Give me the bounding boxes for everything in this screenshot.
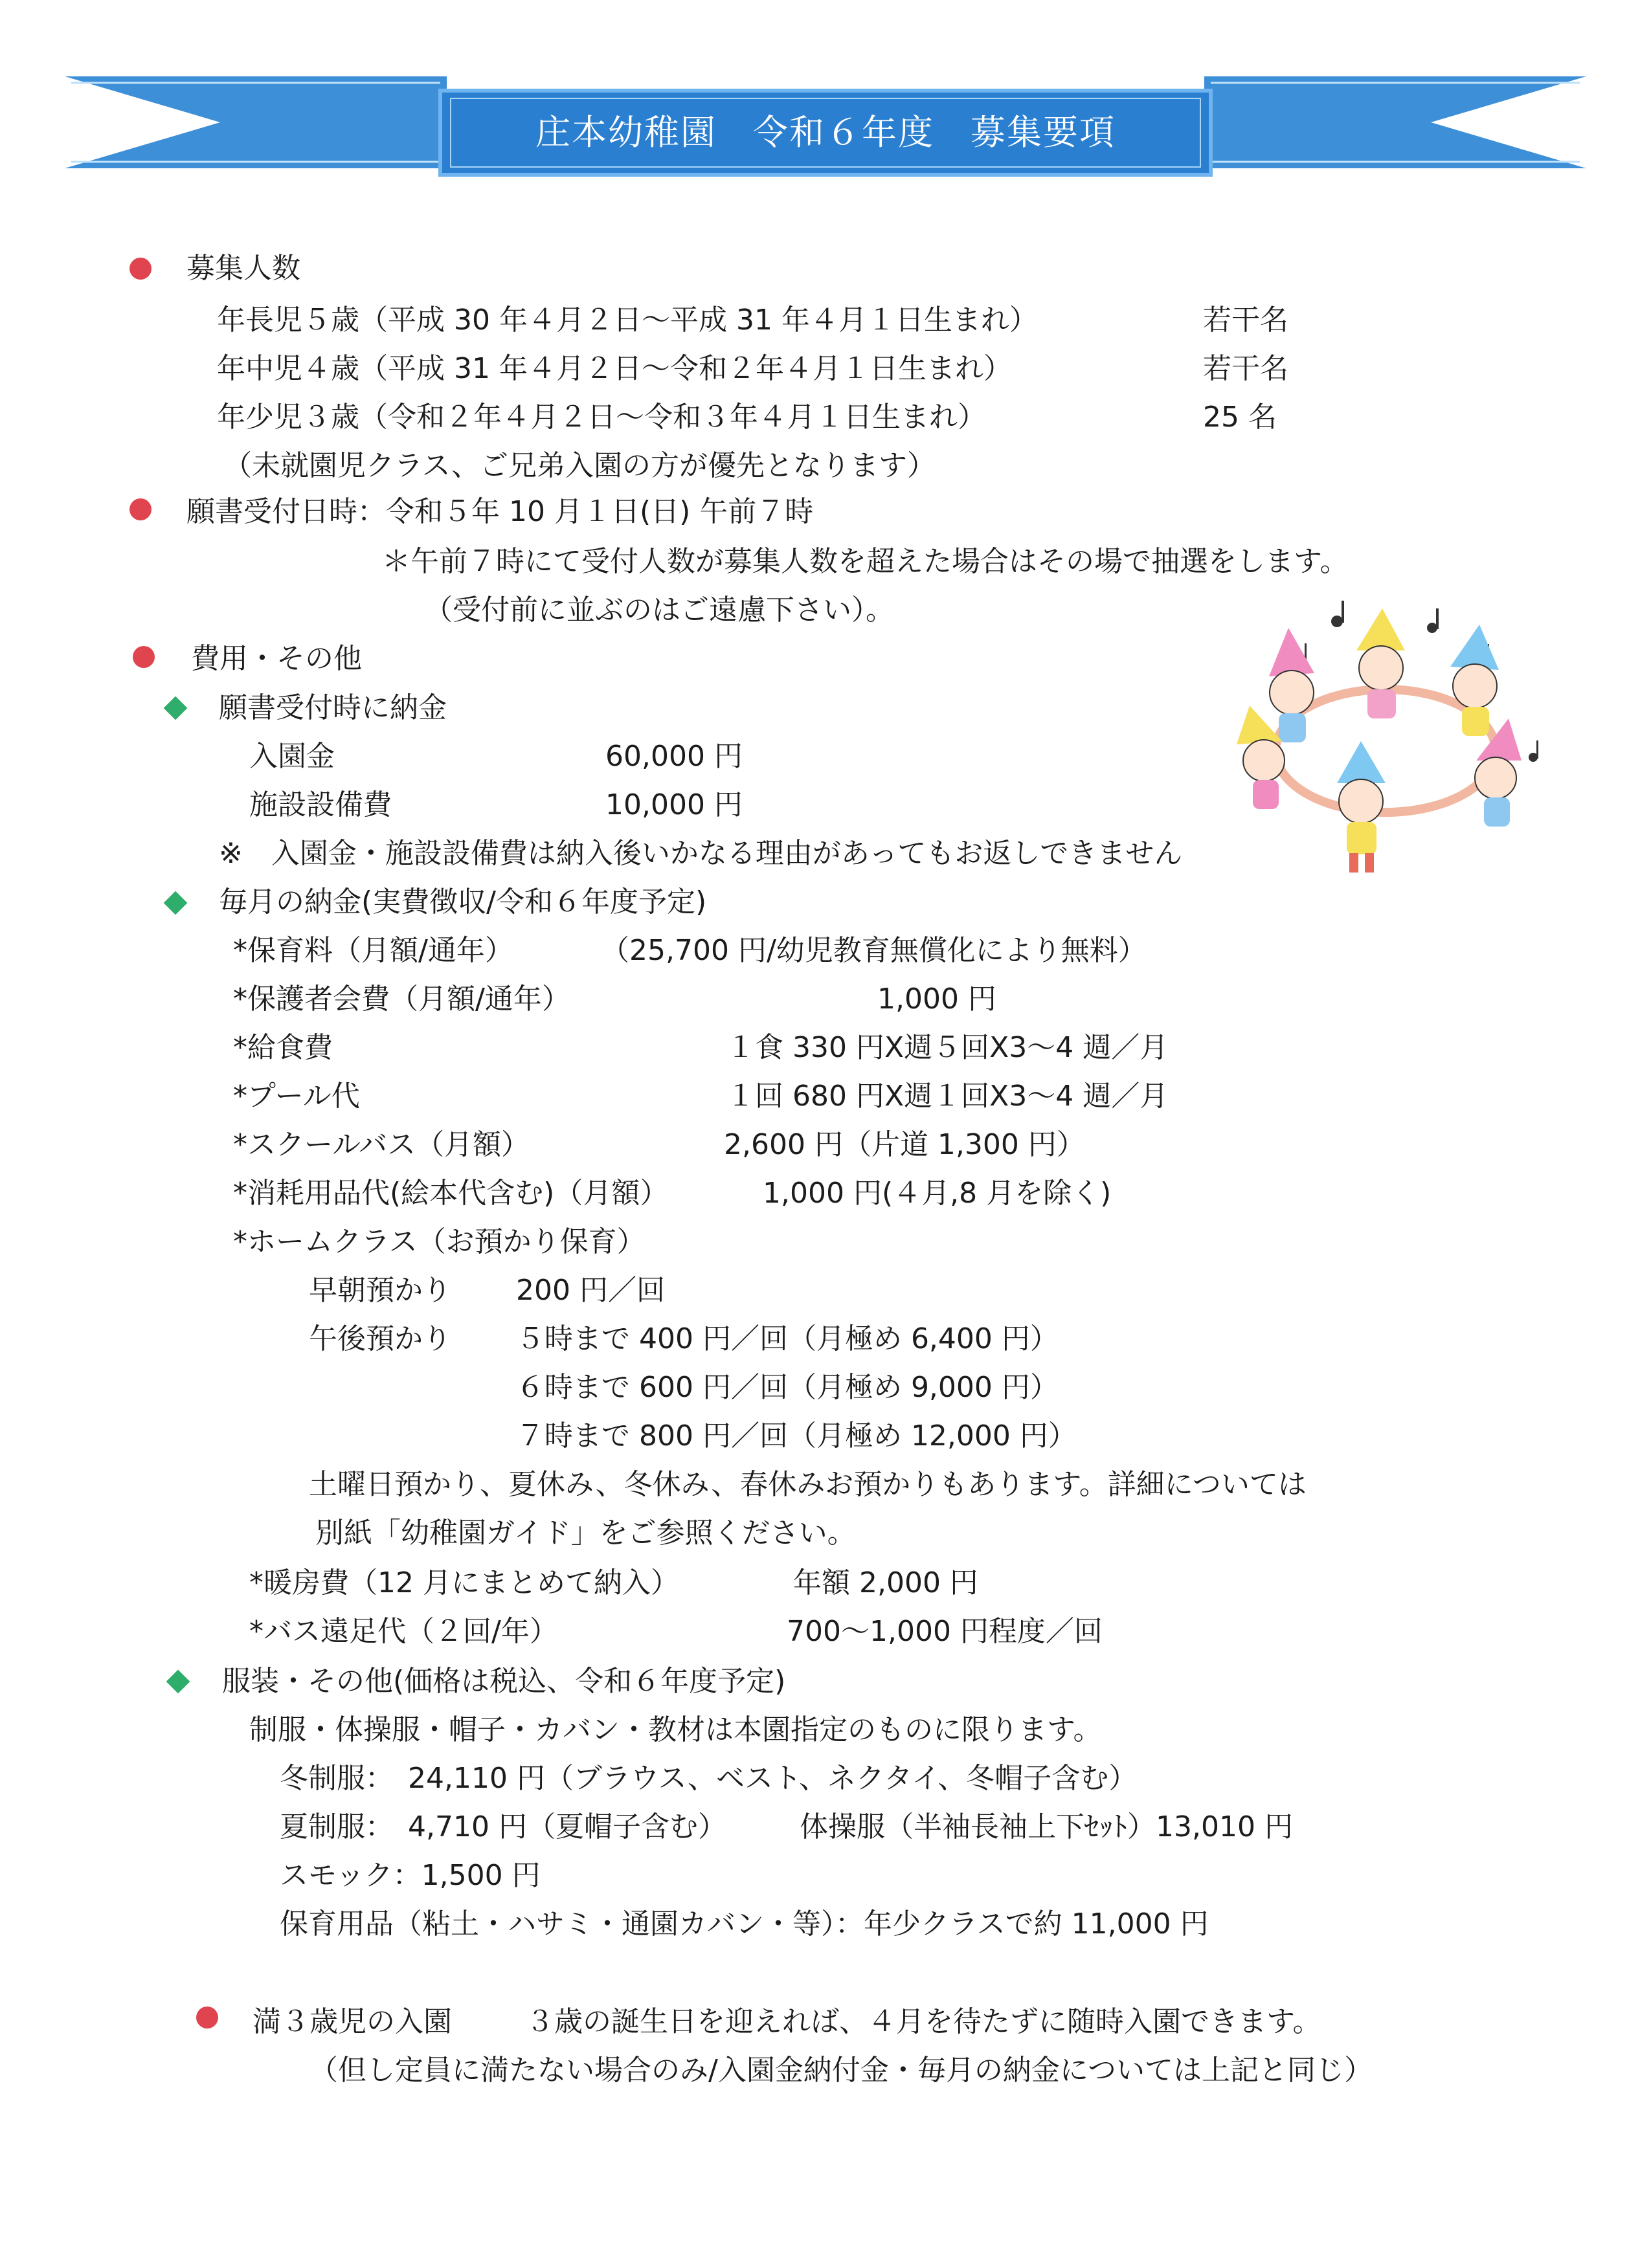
uniform-summer: 夏制服： 4,710 円（夏帽子含む）	[280, 1810, 726, 1843]
fee-value: 10,000 円	[605, 788, 743, 821]
recruit-row-count: 若干名	[1203, 304, 1288, 337]
uniform-supplies: 保育用品（粘土・ハサミ・通園カバン・等）：年少クラスで約 11,000 円	[280, 1907, 1209, 1940]
monthly-label: *保育料（月額/通年）	[233, 934, 513, 967]
dancing-children-icon	[1224, 595, 1547, 880]
home-class-afternoon-value: ７時まで 800 円／回（月極め 12,000 円）	[516, 1419, 1077, 1452]
bullet-dot-icon	[129, 498, 152, 520]
extra-fee-value: 年額 2,000 円	[793, 1566, 978, 1599]
fee-label: 施設設備費	[249, 788, 392, 821]
application-note: （受付前に並ぶのはご遠慮下さい）。	[424, 594, 894, 627]
recruit-row-count: 25 名	[1203, 401, 1277, 434]
extra-fee-value: 700〜1,000 円程度／回	[787, 1615, 1103, 1648]
home-class-label: *ホームクラス（お預かり保育）	[233, 1225, 646, 1258]
age3-text: ３歳の誕生日を迎えれば、４月を待たずに随時入園できます。	[526, 2005, 1321, 2038]
home-class-note: 別紙「幼稚園ガイド」をご参照ください。	[315, 1517, 856, 1550]
monthly-heading: 毎月の納金(実費徴収/令和６年度予定)	[219, 885, 707, 918]
recruit-row-label: 年長児５歳（平成 30 年４月２日〜平成 31 年４月１日生まれ）	[217, 304, 1038, 337]
recruit-row-label: 年少児３歳（令和２年４月２日〜令和３年４月１日生まれ）	[217, 401, 986, 434]
monthly-label: *給食費	[233, 1031, 333, 1064]
recruit-note: （未就園児クラス、ご兄弟入園の方が優先となります）	[223, 449, 936, 482]
fee-label: 入園金	[249, 740, 335, 773]
monthly-value: １回 680 円X週１回X3〜4 週／月	[726, 1080, 1169, 1113]
bullet-dot-icon	[196, 2007, 218, 2029]
monthly-value: （25,700 円/幼児教育無償化により無料）	[601, 934, 1147, 967]
at-application-note: ※ 入園金・施設設備費は納入後いかなる理由があってもお返しできません	[219, 837, 1183, 870]
monthly-label: *スクールバス（月額）	[233, 1128, 530, 1161]
monthly-label: *プール代	[233, 1080, 360, 1113]
bullet-dot-icon	[133, 646, 155, 668]
application-heading: 願書受付日時：令和５年 10 月１日(日) 午前７時	[186, 495, 814, 528]
home-class-afternoon-label: 午後預かり	[309, 1322, 451, 1355]
home-class-afternoon-value: ６時まで 600 円／回（月極め 9,000 円）	[516, 1371, 1059, 1404]
application-note: ＊午前７時にて受付人数が募集人数を超えた場合はその場で抽選をします。	[382, 545, 1349, 578]
home-class-morning-label: 早朝預かり	[309, 1274, 451, 1307]
extra-fee-label: *バス遠足代（２回/年）	[249, 1615, 558, 1648]
uniform-smock: スモック：1,500 円	[280, 1859, 541, 1892]
monthly-value: 1,000 円(４月,8 月を除く)	[763, 1177, 1112, 1210]
uniform-heading: 服装・その他(価格は税込、令和６年度予定)	[222, 1665, 786, 1698]
uniform-note: 制服・体操服・帽子・カバン・教材は本園指定のものに限ります。	[249, 1713, 1102, 1746]
page-title: 庄本幼稚園 令和６年度 募集要項	[535, 112, 1116, 153]
extra-fee-label: *暖房費（12 月にまとめて納入）	[249, 1566, 679, 1599]
home-class-afternoon-value: ５時まで 400 円／回（月極め 6,400 円）	[516, 1322, 1059, 1355]
home-class-note: 土曜日預かり、夏休み、冬休み、春休みお預かりもあります。詳細については	[309, 1468, 1307, 1501]
bullet-dot-icon	[129, 258, 152, 280]
bullet-diamond-icon	[166, 1670, 190, 1694]
monthly-value: 1,000 円	[877, 983, 996, 1016]
recruit-row-label: 年中児４歳（平成 31 年４月２日〜令和２年４月１日生まれ）	[217, 352, 1012, 385]
monthly-value: １食 330 円X週５回X3〜4 週／月	[726, 1031, 1169, 1064]
age3-heading: 満３歳児の入園	[253, 2005, 452, 2038]
uniform-winter: 冬制服： 24,110 円（ブラウス、ベスト、ネクタイ、冬帽子含む）	[280, 1762, 1138, 1795]
fees-heading: 費用・その他	[191, 642, 362, 675]
recruit-row-count: 若干名	[1203, 352, 1288, 385]
fee-value: 60,000 円	[605, 740, 743, 773]
uniform-gym: 体操服（半袖長袖上下ｾｯﾄ）13,010 円	[800, 1810, 1293, 1843]
home-class-morning-value: 200 円／回	[516, 1274, 665, 1307]
monthly-value: 2,600 円（片道 1,300 円）	[724, 1128, 1085, 1161]
age3-note: （但し定員に満たない場合のみ/入園金納付金・毎月の納金については上記と同じ）	[309, 2054, 1373, 2087]
bullet-diamond-icon	[164, 891, 188, 915]
bullet-diamond-icon	[164, 696, 188, 720]
monthly-label: *消耗用品代(絵本代含む)（月額）	[233, 1177, 669, 1210]
recruit-heading: 募集人数	[186, 252, 300, 285]
monthly-label: *保護者会費（月額/通年）	[233, 983, 570, 1016]
at-application-heading: 願書受付時に納金	[219, 691, 447, 724]
